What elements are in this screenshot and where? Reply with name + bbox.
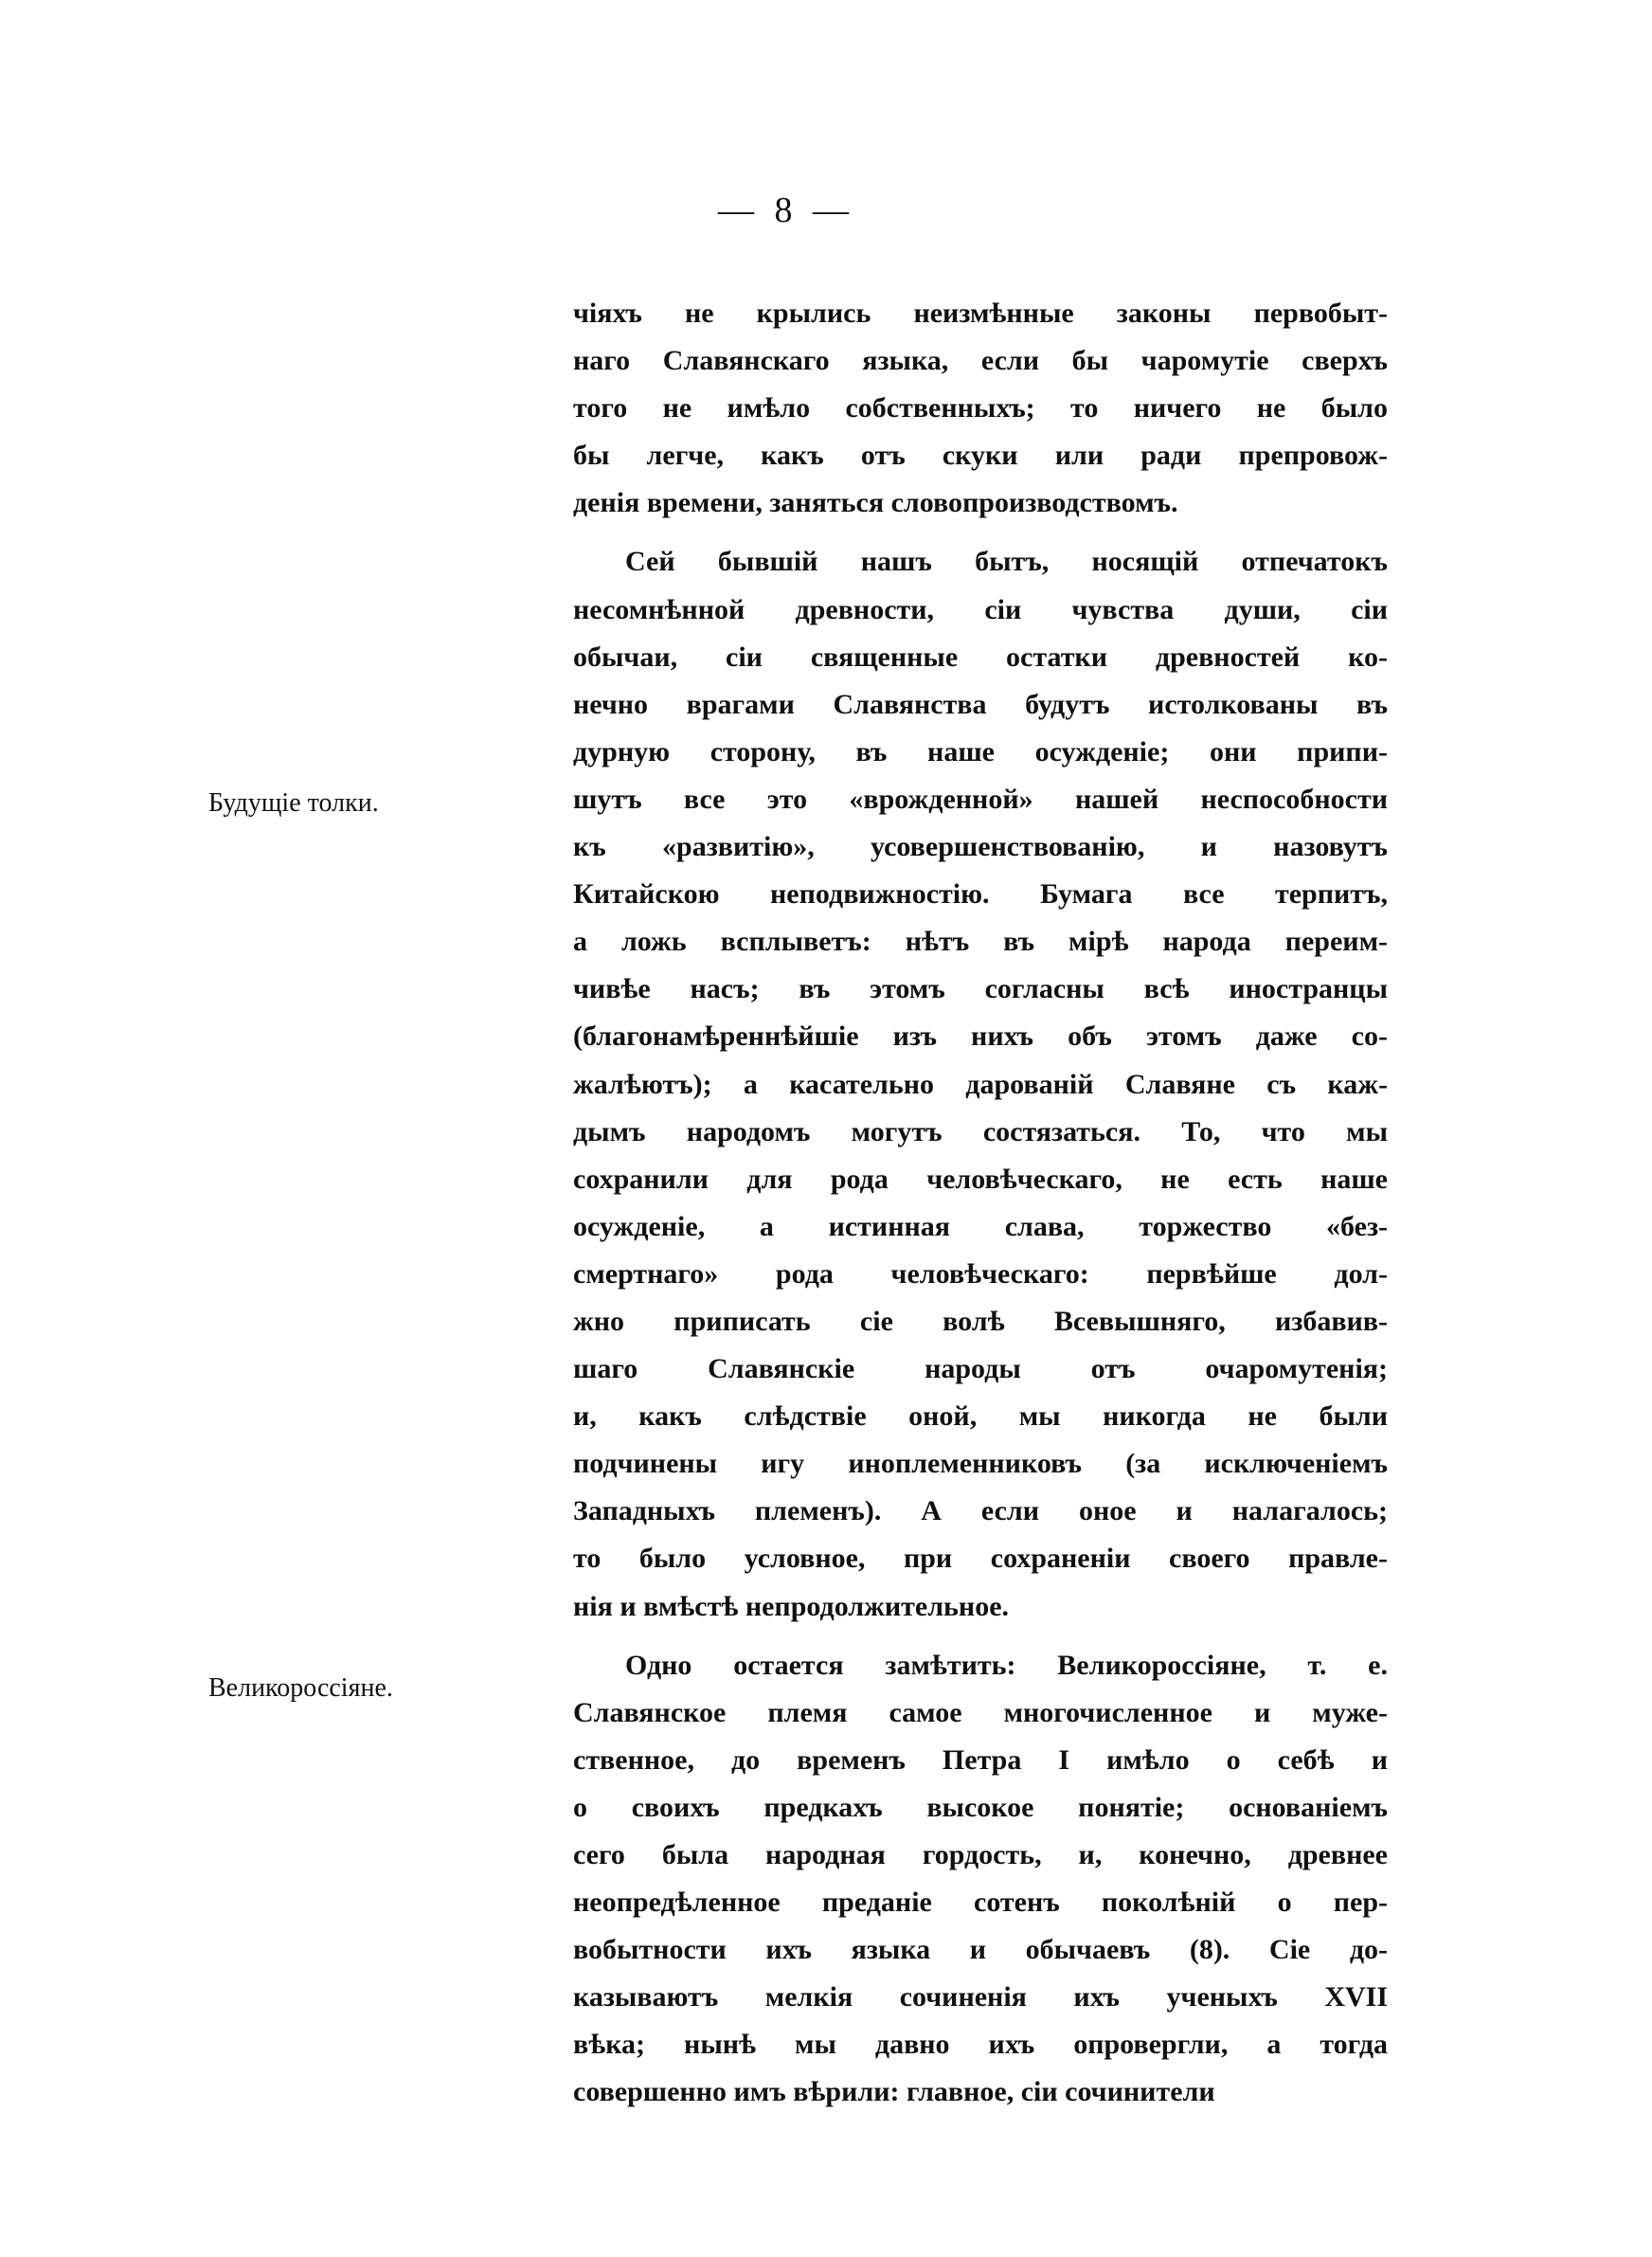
text-line: къ «развитію», усовершенствованію, и назовутъ [573, 831, 1388, 863]
text-line: смертнаго» рода человѣческаго: первѣйше дол- [573, 1257, 1388, 1290]
text-line: неопредѣленное преданіе сотенъ поколѣній о пер- [573, 1887, 1388, 1919]
text-line: дурную сторону, въ наше осужденіе; они припи- [573, 735, 1388, 767]
text-line: чивѣе насъ; въ этомъ согласны всѣ иностранцы [573, 973, 1388, 1005]
text-line: (благонамѣреннѣйшіе изъ нихъ объ этомъ даже со- [573, 1020, 1388, 1053]
text-line: и, какъ слѣдствіе оной, мы никогда не были [573, 1400, 1388, 1433]
margin-note: Будущіе толки. [208, 788, 379, 818]
text-line: Китайскою неподвижностію. Бумага все терпитъ, [573, 878, 1388, 911]
text-line: Одно остается замѣтить: Великороссіяне, т. е. [625, 1649, 1388, 1681]
text-line: казываютъ мелкія сочиненія ихъ ученыхъ XVII [573, 1981, 1388, 2013]
text-line: Славянское племя самое многочисленное и муже- [573, 1696, 1388, 1728]
text-line: чіяхъ не крылись неизмѣнные законы первобыт- [573, 298, 1388, 329]
text-line: сего была народная гордость, и, конечно, древнее [573, 1839, 1388, 1870]
text-line: вобытности ихъ языка и обычаевъ (8). Сіе до- [573, 1934, 1388, 1966]
text-line: шаго Славянскіе народы отъ очаромутенія; [573, 1353, 1388, 1385]
text-line: обычаи, сіи священные остатки древностей ко- [573, 641, 1388, 673]
text-column [573, 290, 1388, 2117]
text-line: бы легче, какъ отъ скуки или ради препровож- [573, 440, 1388, 472]
text-line: жно приписать сіе волѣ Всевышняго, избавив- [573, 1305, 1388, 1337]
text-line: того не имѣло собственныхъ; то ничего не было [573, 392, 1388, 424]
margin-note: Великороссіяне. [208, 1673, 393, 1703]
text-line: совершенно имъ вѣрили: главное, сіи сочинители [573, 2076, 1215, 2108]
text-line: о своихъ предкахъ высокое понятіе; основаніемъ [573, 1791, 1388, 1823]
text-line: ственное, до временъ Петра I имѣло о себѣ и [573, 1743, 1388, 1776]
text-line: дымъ народомъ могутъ состязаться. То, что мы [573, 1115, 1388, 1147]
text-line: вѣка; нынѣ мы давно ихъ опровергли, а тогда [573, 2029, 1388, 2061]
text-line: Сей бывшій нашъ бытъ, носящій отпечатокъ [625, 546, 1388, 578]
page-number: — 8 — [718, 190, 854, 230]
text-line: денія времени, заняться словопроизводствомъ. [573, 487, 1178, 519]
text-line: сохранили для рода человѣческаго, не есть наше [573, 1163, 1388, 1195]
text-line: подчинены игу иноплеменниковъ (за исключеніемъ [573, 1448, 1388, 1480]
text-line: нія и вмѣстѣ непродолжительное. [573, 1590, 1010, 1622]
text-line: наго Славянскаго языка, если бы чаромутіе сверхъ [573, 345, 1388, 377]
text-line: то было условное, при сохраненіи своего правле- [573, 1543, 1388, 1575]
text-line: а ложь всплыветъ: нѣтъ въ мірѣ народа переим- [573, 926, 1388, 958]
text-line: жалѣютъ); а касательно дарованій Славяне съ каж- [573, 1068, 1388, 1100]
text-line: Западныхъ племенъ). А если оное и налагалось; [573, 1495, 1388, 1527]
text-line: несомнѣнной древности, сіи чувства души, сіи [573, 593, 1388, 625]
text-line: нечно врагами Славянства будутъ истолкованы въ [573, 688, 1388, 720]
text-line: шутъ все это «врожденной» нашей неспособности [573, 783, 1388, 815]
text-line: осужденіе, а истинная слава, торжество «без- [573, 1210, 1388, 1242]
